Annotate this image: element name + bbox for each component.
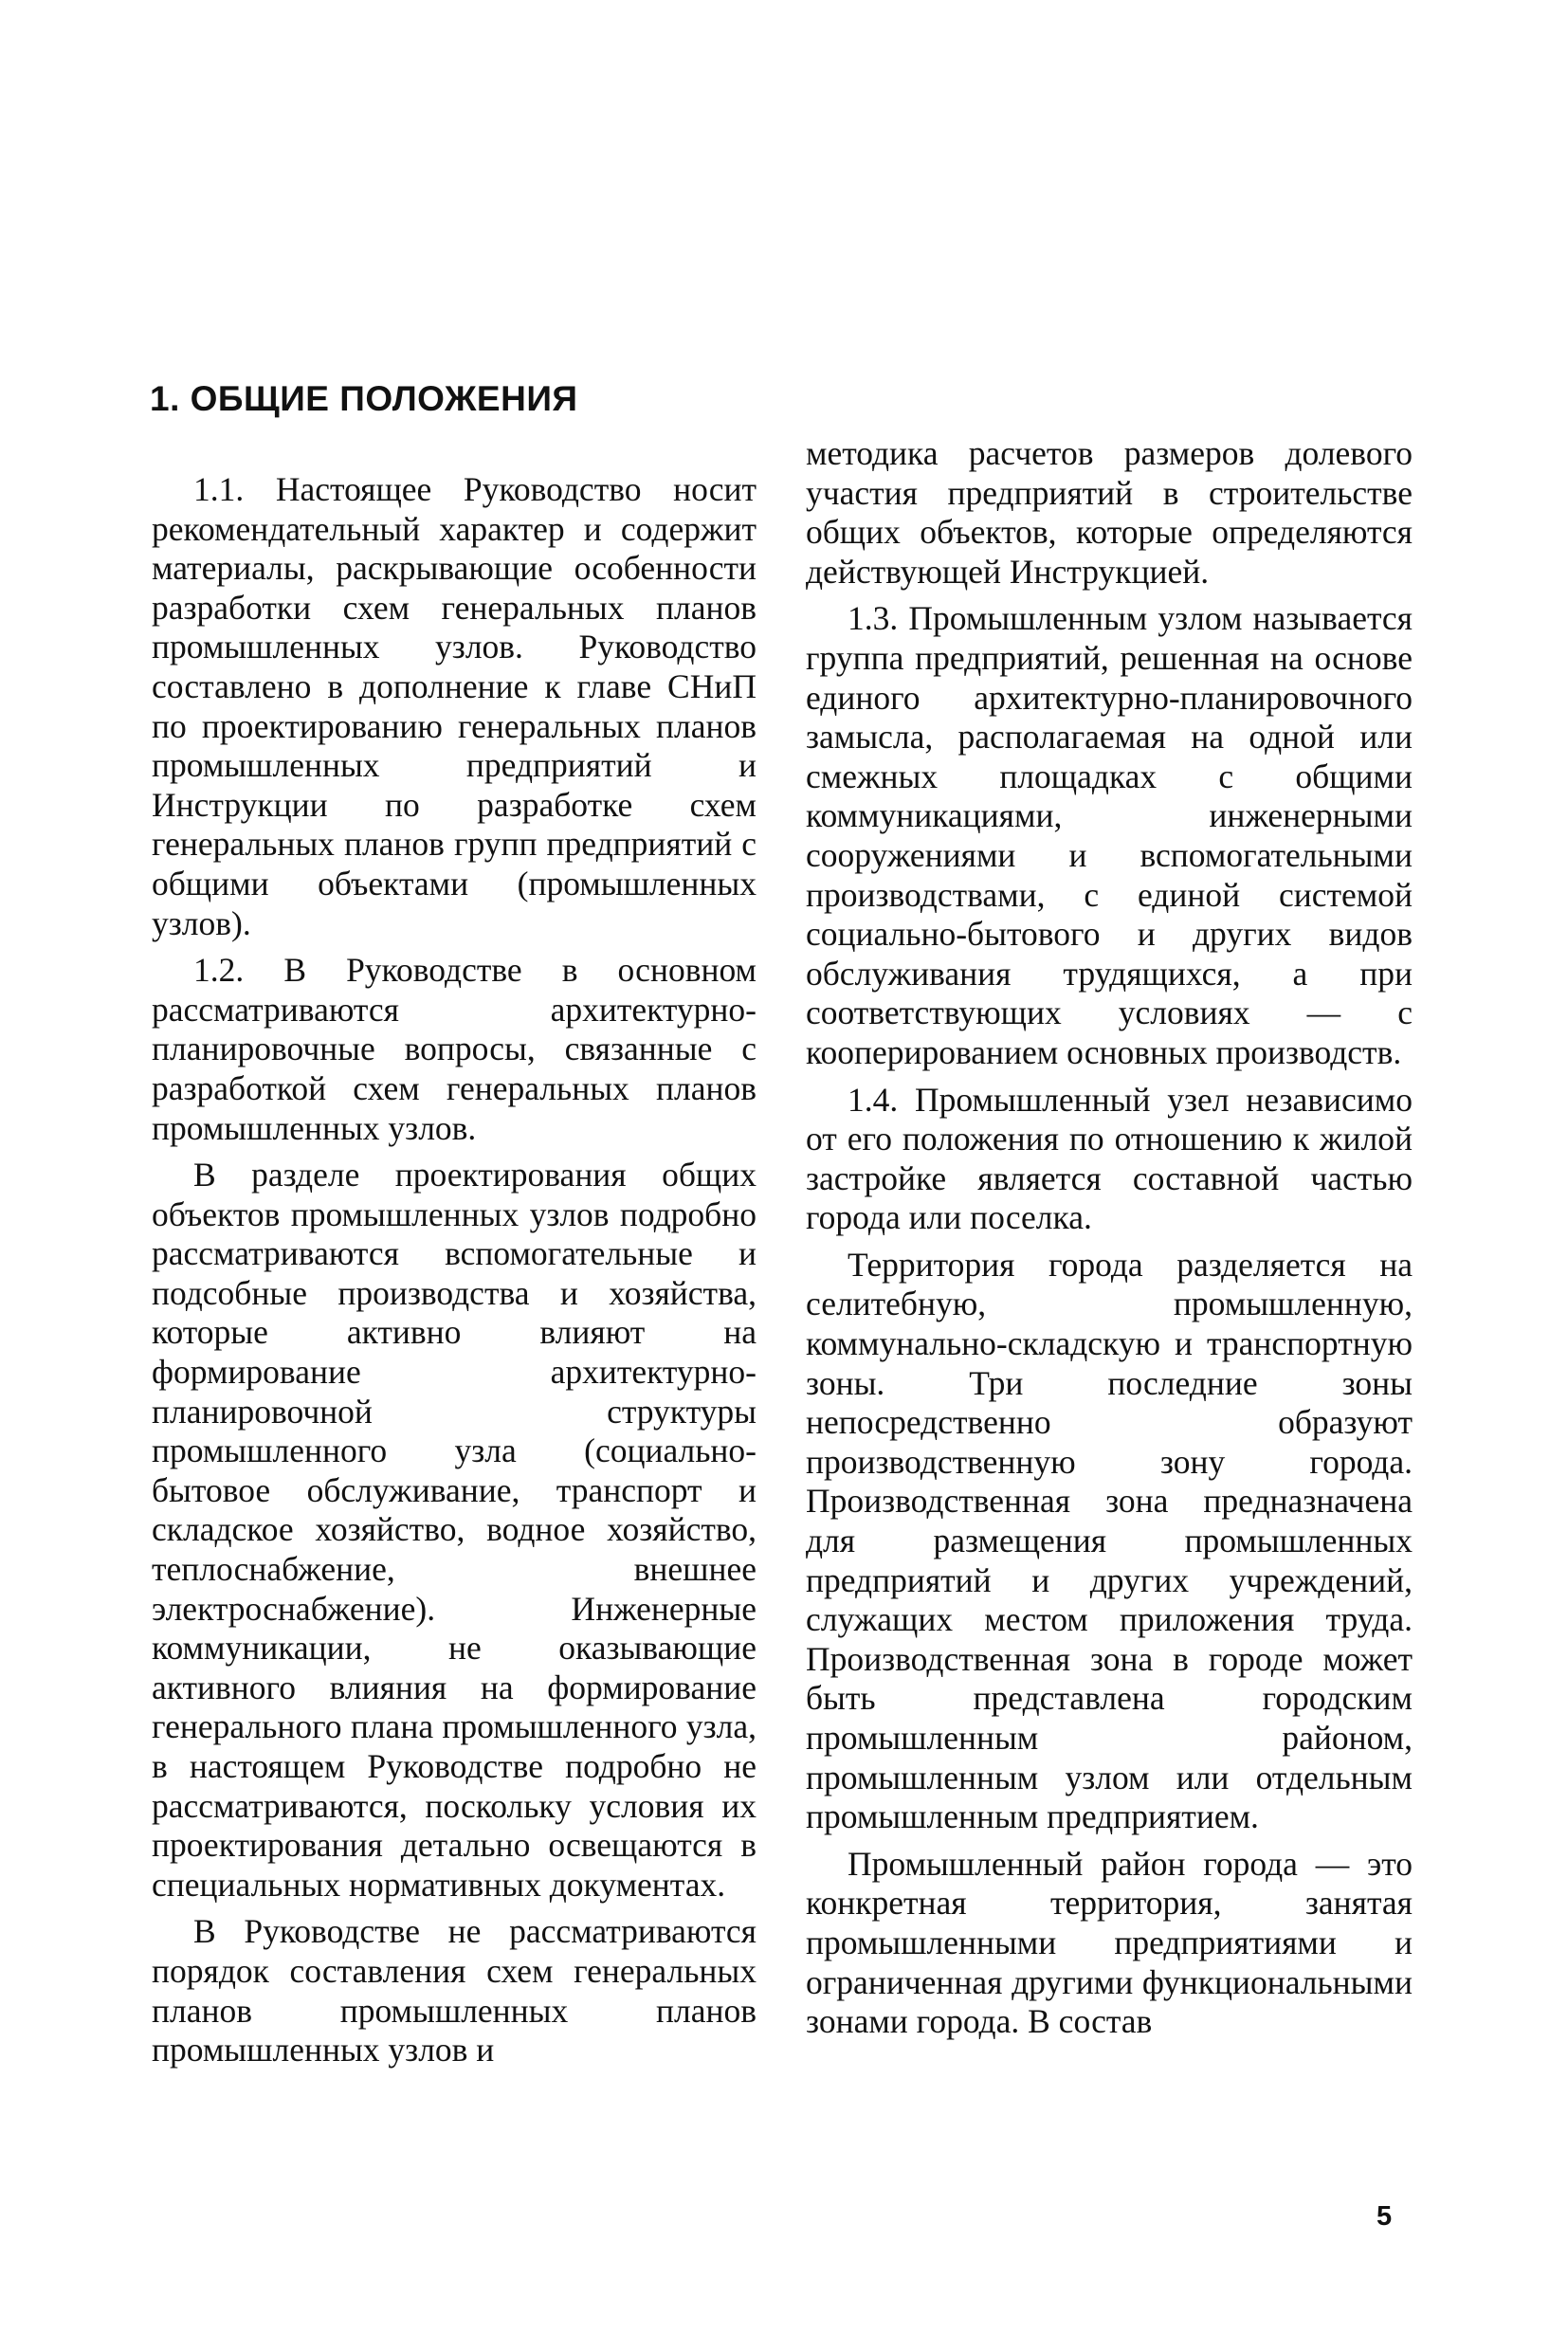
paragraph-city-territory: Территория города разделяется на селитебную, промышленную, коммунально-складскую и транспортную зоны. Три последние зоны непосредственно образуют производственную зону города. Производственная зона предназначена для размещения промышленных предприятий и других учреждений, служащих местом приложения труда. Производственная зона в городе может быть представлена городским промышленным районом, промышленным узлом или отдельным промышленным предприятием. bbox=[806, 1245, 1413, 1836]
paragraph-1-3: 1.3. Промышленным узлом называется группа предприятий, решенная на основе единого архитектурно-планировочного замысла, располагаемая на одной или смежных площадках с общими коммуникациями, инженерными сооружениями и вспомогательными производствами, с единой системой социально-бытового и других видов обслуживания трудящихся, а при соответствующих условиях — с кооперированием основных производств. bbox=[806, 599, 1413, 1071]
page-number: 5 bbox=[1377, 2201, 1393, 2232]
paragraph-1-4: 1.4. Промышленный узел независимо от его положения по отношению к жилой застройке является составной частью города или поселка. bbox=[806, 1080, 1413, 1237]
paragraph-1-2: 1.2. В Руководстве в основном рассматриваются архитектурно-планировочные вопросы, связанные с разработкой схем генеральных планов промышленных узлов. bbox=[152, 951, 757, 1147]
paragraph-not-covered: В Руководстве не рассматриваются порядок составления схем генеральных планов промышленных планов промышленных узлов и bbox=[152, 1912, 757, 2069]
paragraph-industrial-district: Промышленный район города — это конкретная территория, занятая промышленными предприятиями и ограниченная другими функциональными зонами города. В состав bbox=[806, 1844, 1413, 2041]
paragraph-1-1: 1.1. Настоящее Руководство носит рекомендательный характер и содержит материалы, раскрывающие особенности разработки схем генеральных планов промышленных узлов. Руководство составлено в дополнение к главе СНиП по проектированию генеральных планов промышленных предприятий и Инструкции по разработке схем генеральных планов групп предприятий с общими объектами (промышленных узлов). bbox=[152, 470, 757, 942]
paragraph-continuation: методика расчетов размеров долевого участия предприятий в строительстве общих объектов, которые определяются действующей Инструкцией. bbox=[806, 434, 1413, 591]
page-title: 1. ОБЩИЕ ПОЛОЖЕНИЯ bbox=[150, 379, 578, 418]
paragraph-general-objects: В разделе проектирования общих объектов промышленных узлов подробно рассматриваются вспомогательные и подсобные производства и хозяйства, которые активно влияют на формирование архитектурно-планировочной структуры промышленного узла (социально-бытовое обслуживание, транспорт и складское хозяйство, водное хозяйство, теплоснабжение, внешнее электроснабжение). Инженерные коммуникации, не оказывающие активного влияния на формирование генерального плана промышленного узла, в настоящем Руководстве подробно не рассматриваются, поскольку условия их проектирования детально освещаются в специальных нормативных документах. bbox=[152, 1156, 757, 1904]
left-text-column bbox=[152, 470, 757, 2078]
right-text-column bbox=[806, 434, 1413, 2050]
